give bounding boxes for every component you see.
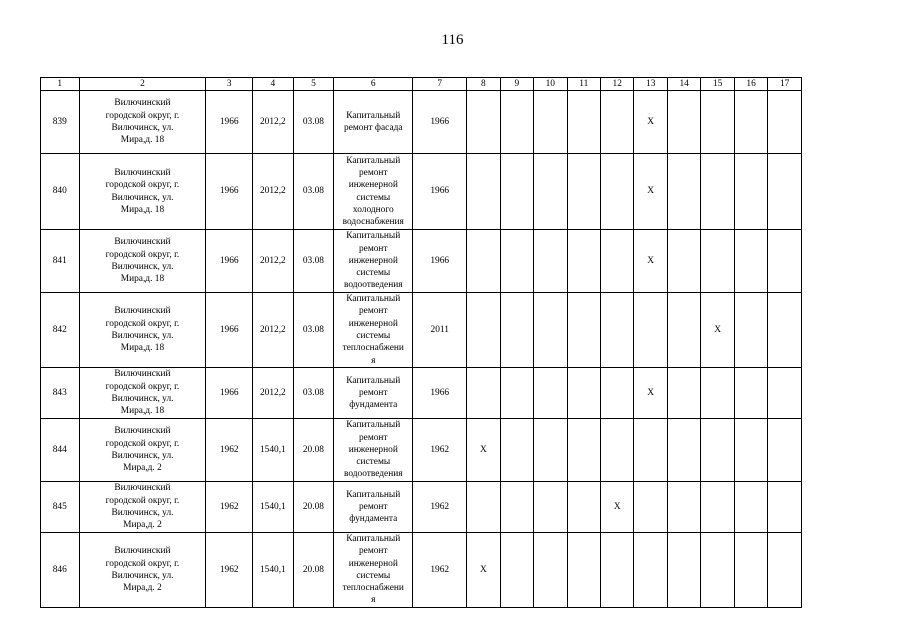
- address-cell: Вилючинский городской округ, г. Вилючинск, ул. Мира,д. 2: [79, 533, 206, 608]
- status-cell-col-14: [667, 154, 700, 230]
- column-header: 13: [634, 78, 667, 91]
- column-header: 7: [413, 78, 467, 91]
- area-cell: 2012,2: [253, 91, 294, 154]
- status-cell-col-15: [701, 154, 734, 230]
- build-year-cell: 1966: [206, 91, 253, 154]
- work-type-cell: Капитальный ремонт фундамента: [334, 482, 413, 533]
- address-cell: Вилючинский городской округ, г. Вилючинск, ул. Мира,д. 18: [79, 293, 206, 368]
- status-cell-col-8: [467, 482, 500, 533]
- status-cell-col-13: [634, 293, 667, 368]
- status-cell-col-15: [701, 368, 734, 419]
- status-cell-col-15: [701, 533, 734, 608]
- status-cell-col-13: [634, 482, 667, 533]
- plan-year-cell: 1966: [413, 368, 467, 419]
- column-header: 2: [79, 78, 206, 91]
- work-type-cell: Капитальный ремонт инженерной системы теплоснабжени я: [334, 533, 413, 608]
- row-number-cell: 844: [41, 419, 80, 482]
- code-cell: 03.08: [293, 91, 334, 154]
- work-type-cell: Капитальный ремонт инженерной системы водоотведения: [334, 230, 413, 293]
- row-number-cell: 841: [41, 230, 80, 293]
- code-cell: 20.08: [293, 533, 334, 608]
- status-cell-col-14: [667, 230, 700, 293]
- plan-year-cell: 1962: [413, 482, 467, 533]
- plan-year-cell: 1962: [413, 419, 467, 482]
- status-cell-col-14: [667, 419, 700, 482]
- status-cell-col-15: [701, 230, 734, 293]
- work-type-cell: Капитальный ремонт инженерной системы теплоснабжени я: [334, 293, 413, 368]
- status-cell-col-17: [768, 368, 802, 419]
- header-row: [41, 78, 802, 91]
- status-cell-col-12: [600, 230, 633, 293]
- status-cell-col-10: [534, 419, 567, 482]
- status-cell-col-16: [734, 368, 767, 419]
- status-cell-col-15: [701, 419, 734, 482]
- plan-year-cell: 1962: [413, 533, 467, 608]
- status-cell-col-16: [734, 230, 767, 293]
- column-header: 16: [734, 78, 767, 91]
- row-number-cell: 845: [41, 482, 80, 533]
- status-cell-col-11: [567, 419, 600, 482]
- area-cell: 2012,2: [253, 368, 294, 419]
- status-cell-col-14: [667, 533, 700, 608]
- area-cell: 2012,2: [253, 293, 294, 368]
- row-number-cell: 846: [41, 533, 80, 608]
- address-cell: Вилючинский городской округ, г. Вилючинск, ул. Мира,д. 18: [79, 368, 206, 419]
- address-cell: Вилючинский городской округ, г. Вилючинск, ул. Мира,д. 2: [79, 482, 206, 533]
- status-cell-col-16: [734, 293, 767, 368]
- status-mark-cell: X: [467, 533, 500, 608]
- status-cell-col-8: [467, 230, 500, 293]
- status-cell-col-11: [567, 293, 600, 368]
- build-year-cell: 1962: [206, 419, 253, 482]
- work-type-cell: Капитальный ремонт инженерной системы водоотведения: [334, 419, 413, 482]
- status-cell-col-15: [701, 482, 734, 533]
- row-number-cell: 839: [41, 91, 80, 154]
- status-cell-col-14: [667, 482, 700, 533]
- status-cell-col-12: [600, 91, 633, 154]
- work-type-cell: Капитальный ремонт инженерной системы холодного водоснабжения: [334, 154, 413, 230]
- status-cell-col-12: [600, 154, 633, 230]
- table-body: [41, 91, 802, 608]
- status-mark-cell: X: [701, 293, 734, 368]
- status-cell-col-10: [534, 293, 567, 368]
- status-cell-col-17: [768, 230, 802, 293]
- status-cell-col-9: [500, 91, 533, 154]
- table-row: [41, 419, 802, 482]
- status-cell-col-8: [467, 368, 500, 419]
- area-cell: 2012,2: [253, 154, 294, 230]
- status-cell-col-13: [634, 533, 667, 608]
- status-cell-col-17: [768, 293, 802, 368]
- table-row: [41, 533, 802, 608]
- status-cell-col-17: [768, 482, 802, 533]
- column-header: 12: [600, 78, 633, 91]
- column-header: 3: [206, 78, 253, 91]
- status-cell-col-16: [734, 482, 767, 533]
- status-cell-col-13: [634, 419, 667, 482]
- page-number: 116: [441, 32, 464, 48]
- code-cell: 03.08: [293, 293, 334, 368]
- area-cell: 1540,1: [253, 533, 294, 608]
- work-type-cell: Капитальный ремонт фундамента: [334, 368, 413, 419]
- column-header: 10: [534, 78, 567, 91]
- address-cell: Вилючинский городской округ, г. Вилючинск, ул. Мира,д. 18: [79, 230, 206, 293]
- row-number-cell: 842: [41, 293, 80, 368]
- status-mark-cell: X: [467, 419, 500, 482]
- plan-year-cell: 1966: [413, 91, 467, 154]
- status-cell-col-17: [768, 419, 802, 482]
- area-cell: 1540,1: [253, 482, 294, 533]
- row-number-cell: 843: [41, 368, 80, 419]
- table-row: [41, 230, 802, 293]
- status-mark-cell: X: [634, 154, 667, 230]
- code-cell: 03.08: [293, 368, 334, 419]
- status-cell-col-10: [534, 368, 567, 419]
- status-cell-col-11: [567, 230, 600, 293]
- status-mark-cell: X: [634, 230, 667, 293]
- table-row: [41, 293, 802, 368]
- code-cell: 03.08: [293, 154, 334, 230]
- column-header: 1: [41, 78, 80, 91]
- status-cell-col-14: [667, 91, 700, 154]
- status-cell-col-10: [534, 230, 567, 293]
- status-cell-col-14: [667, 368, 700, 419]
- column-header: 9: [500, 78, 533, 91]
- column-header: 14: [667, 78, 700, 91]
- code-cell: 03.08: [293, 230, 334, 293]
- status-cell-col-14: [667, 293, 700, 368]
- build-year-cell: 1962: [206, 533, 253, 608]
- plan-year-cell: 1966: [413, 230, 467, 293]
- status-cell-col-12: [600, 368, 633, 419]
- code-cell: 20.08: [293, 419, 334, 482]
- status-cell-col-12: [600, 533, 633, 608]
- address-cell: Вилючинский городской округ, г. Вилючинск, ул. Мира,д. 18: [79, 91, 206, 154]
- status-cell-col-9: [500, 482, 533, 533]
- column-header: 5: [293, 78, 334, 91]
- status-cell-col-8: [467, 91, 500, 154]
- status-mark-cell: X: [600, 482, 633, 533]
- area-cell: 1540,1: [253, 419, 294, 482]
- table-row: [41, 91, 802, 154]
- status-cell-col-16: [734, 419, 767, 482]
- area-cell: 2012,2: [253, 230, 294, 293]
- status-cell-col-17: [768, 154, 802, 230]
- plan-year-cell: 1966: [413, 154, 467, 230]
- build-year-cell: 1966: [206, 230, 253, 293]
- status-cell-col-9: [500, 293, 533, 368]
- status-cell-col-15: [701, 91, 734, 154]
- status-cell-col-11: [567, 368, 600, 419]
- status-cell-col-10: [534, 533, 567, 608]
- column-header: 8: [467, 78, 500, 91]
- status-cell-col-17: [768, 91, 802, 154]
- column-header: 15: [701, 78, 734, 91]
- build-year-cell: 1966: [206, 368, 253, 419]
- status-cell-col-9: [500, 154, 533, 230]
- status-mark-cell: X: [634, 91, 667, 154]
- status-cell-col-11: [567, 154, 600, 230]
- status-cell-col-9: [500, 533, 533, 608]
- build-year-cell: 1966: [206, 293, 253, 368]
- status-cell-col-9: [500, 419, 533, 482]
- column-header: 17: [768, 78, 802, 91]
- status-cell-col-11: [567, 533, 600, 608]
- status-cell-col-17: [768, 533, 802, 608]
- status-cell-col-12: [600, 419, 633, 482]
- status-cell-col-11: [567, 482, 600, 533]
- build-year-cell: 1966: [206, 154, 253, 230]
- build-year-cell: 1962: [206, 482, 253, 533]
- work-type-cell: Капитальный ремонт фасада: [334, 91, 413, 154]
- status-cell-col-10: [534, 482, 567, 533]
- table-row: [41, 482, 802, 533]
- column-header: 11: [567, 78, 600, 91]
- status-cell-col-8: [467, 293, 500, 368]
- status-cell-col-9: [500, 230, 533, 293]
- column-header: 6: [334, 78, 413, 91]
- status-mark-cell: X: [634, 368, 667, 419]
- code-cell: 20.08: [293, 482, 334, 533]
- address-cell: Вилючинский городской округ, г. Вилючинск, ул. Мира,д. 2: [79, 419, 206, 482]
- column-header: 4: [253, 78, 294, 91]
- status-cell-col-12: [600, 293, 633, 368]
- status-cell-col-8: [467, 154, 500, 230]
- status-cell-col-9: [500, 368, 533, 419]
- status-cell-col-16: [734, 533, 767, 608]
- status-cell-col-10: [534, 91, 567, 154]
- status-cell-col-16: [734, 91, 767, 154]
- status-cell-col-10: [534, 154, 567, 230]
- row-number-cell: 840: [41, 154, 80, 230]
- status-cell-col-11: [567, 91, 600, 154]
- status-cell-col-16: [734, 154, 767, 230]
- table-row: [41, 154, 802, 230]
- plan-year-cell: 2011: [413, 293, 467, 368]
- table-row: [41, 368, 802, 419]
- address-cell: Вилючинский городской округ, г. Вилючинск, ул. Мира,д. 18: [79, 154, 206, 230]
- repair-schedule-table: [40, 77, 802, 608]
